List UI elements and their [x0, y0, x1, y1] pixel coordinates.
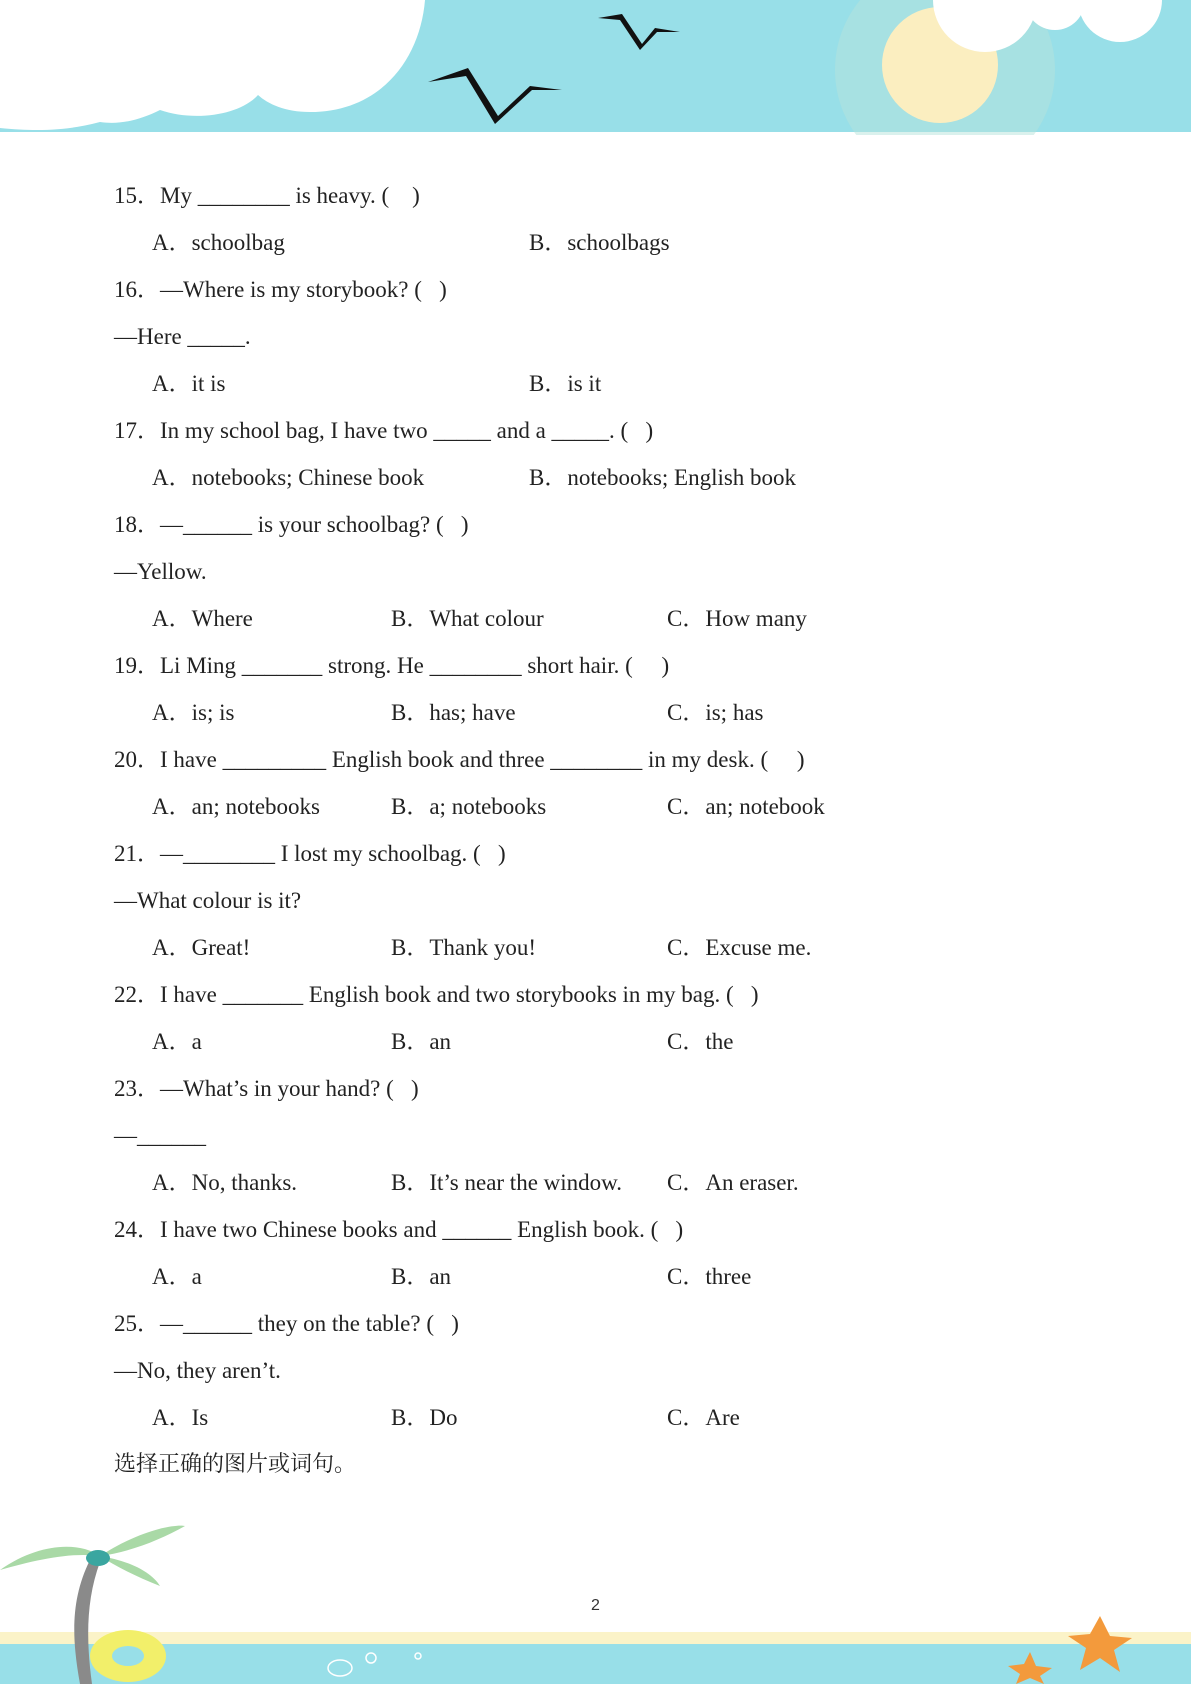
answer-option[interactable]: B．an — [391, 1264, 452, 1289]
page-number: 2 — [591, 1597, 600, 1614]
question-text: I have two Chinese books and ______ English book. ( ) — [160, 1217, 684, 1242]
answer-options — [114, 1394, 1114, 1441]
answer-option[interactable]: A．schoolbag — [152, 230, 285, 255]
question-text: —What’s in your hand? ( ) — [160, 1076, 419, 1101]
answer-option[interactable]: A．Great! — [152, 935, 251, 960]
answer-option[interactable]: C．Are — [667, 1405, 740, 1430]
question-dialogue-line — [114, 1347, 1114, 1394]
header-sky-decoration — [0, 0, 1191, 135]
question-dialogue-line — [114, 877, 1114, 924]
question-dialogue-line — [114, 313, 1114, 360]
question-number: 18． — [114, 512, 160, 537]
sea-band — [0, 1644, 1191, 1684]
question-text: —No, they aren’t. — [114, 1358, 281, 1383]
question-number: 25． — [114, 1311, 160, 1336]
answer-options — [114, 360, 1114, 407]
question-stem — [114, 1206, 1114, 1253]
question-stem — [114, 736, 1114, 783]
question-stem — [114, 642, 1114, 689]
answer-option[interactable]: B．is it — [529, 371, 602, 396]
answer-options — [114, 689, 1114, 736]
answer-option[interactable]: C．Excuse me. — [667, 935, 812, 960]
question-stem — [114, 407, 1114, 454]
answer-option[interactable]: C．the — [667, 1029, 734, 1054]
answer-option[interactable]: C．an; notebook — [667, 794, 825, 819]
answer-options — [114, 783, 1114, 830]
answer-option[interactable]: B．has; have — [391, 700, 516, 725]
question-number: 20． — [114, 747, 160, 772]
question-number: 17． — [114, 418, 160, 443]
question-text: —______ is your schoolbag? ( ) — [160, 512, 469, 537]
question-number: 22． — [114, 982, 160, 1007]
answer-option[interactable]: C．How many — [667, 606, 807, 631]
question-text: —What colour is it? — [114, 888, 302, 913]
question-stem — [114, 172, 1114, 219]
answer-option[interactable]: B．a; notebooks — [391, 794, 547, 819]
question-text: Li Ming _______ strong. He ________ short hair. ( ) — [160, 653, 670, 678]
answer-options — [114, 924, 1114, 971]
question-number: 16． — [114, 277, 160, 302]
answer-option[interactable]: A．Where — [152, 606, 253, 631]
answer-option[interactable]: B．What colour — [391, 606, 544, 631]
sand-strip — [0, 1632, 1191, 1644]
answer-option[interactable]: C．An eraser. — [667, 1170, 799, 1195]
answer-option[interactable]: B．schoolbags — [529, 230, 670, 255]
question-stem — [114, 266, 1114, 313]
question-number: 19． — [114, 653, 160, 678]
question-stem — [114, 1300, 1114, 1347]
question-number: 23． — [114, 1076, 160, 1101]
footer-beach-decoration — [0, 1520, 1191, 1684]
question-dialogue-line — [114, 1112, 1114, 1159]
question-text: —______ — [114, 1123, 206, 1148]
answer-option[interactable]: A．No, thanks. — [152, 1170, 298, 1195]
answer-options — [114, 1253, 1114, 1300]
question-text: —Here _____. — [114, 324, 251, 349]
answer-option[interactable]: A．is; is — [152, 700, 235, 725]
question-text: I have _________ English book and three ________ in my desk. ( ) — [160, 747, 805, 772]
answer-option[interactable]: C．three — [667, 1264, 752, 1289]
question-text: —______ they on the table? ( ) — [160, 1311, 459, 1336]
question-list — [114, 172, 1114, 1488]
question-stem — [114, 971, 1114, 1018]
answer-option[interactable]: C．is; has — [667, 700, 764, 725]
answer-options — [114, 1018, 1114, 1065]
answer-option[interactable]: A．it is — [152, 371, 226, 396]
answer-option[interactable]: B．Thank you! — [391, 935, 537, 960]
answer-option[interactable]: A．Is — [152, 1405, 209, 1430]
question-number: 21． — [114, 841, 160, 866]
answer-option[interactable]: A．a — [152, 1029, 202, 1054]
answer-option[interactable]: A．a — [152, 1264, 202, 1289]
question-text: —Where is my storybook? ( ) — [160, 277, 447, 302]
question-number: 15． — [114, 183, 160, 208]
answer-option[interactable]: B．notebooks; English book — [529, 465, 797, 490]
answer-option[interactable]: A．notebooks; Chinese book — [152, 465, 425, 490]
answer-options — [114, 595, 1114, 642]
answer-option[interactable]: B．It’s near the window. — [391, 1170, 623, 1195]
answer-options — [114, 219, 1114, 266]
answer-options — [114, 1159, 1114, 1206]
question-text: My ________ is heavy. ( ) — [160, 183, 420, 208]
question-dialogue-line — [114, 548, 1114, 595]
question-text: —________ I lost my schoolbag. ( ) — [160, 841, 506, 866]
answer-option[interactable]: B．an — [391, 1029, 452, 1054]
section-instruction: 选择正确的图片或词句。 — [114, 1452, 357, 1477]
question-stem — [114, 830, 1114, 877]
question-number: 24． — [114, 1217, 160, 1242]
question-text: In my school bag, I have two _____ and a _____. ( ) — [160, 418, 654, 443]
question-text: —Yellow. — [114, 559, 207, 584]
question-stem — [114, 501, 1114, 548]
question-text: I have _______ English book and two storybooks in my bag. ( ) — [160, 982, 759, 1007]
answer-option[interactable]: B．Do — [391, 1405, 458, 1430]
answer-options — [114, 454, 1114, 501]
swim-ring-icon — [90, 1630, 166, 1682]
answer-option[interactable]: A．an; notebooks — [152, 794, 321, 819]
question-stem — [114, 1065, 1114, 1112]
